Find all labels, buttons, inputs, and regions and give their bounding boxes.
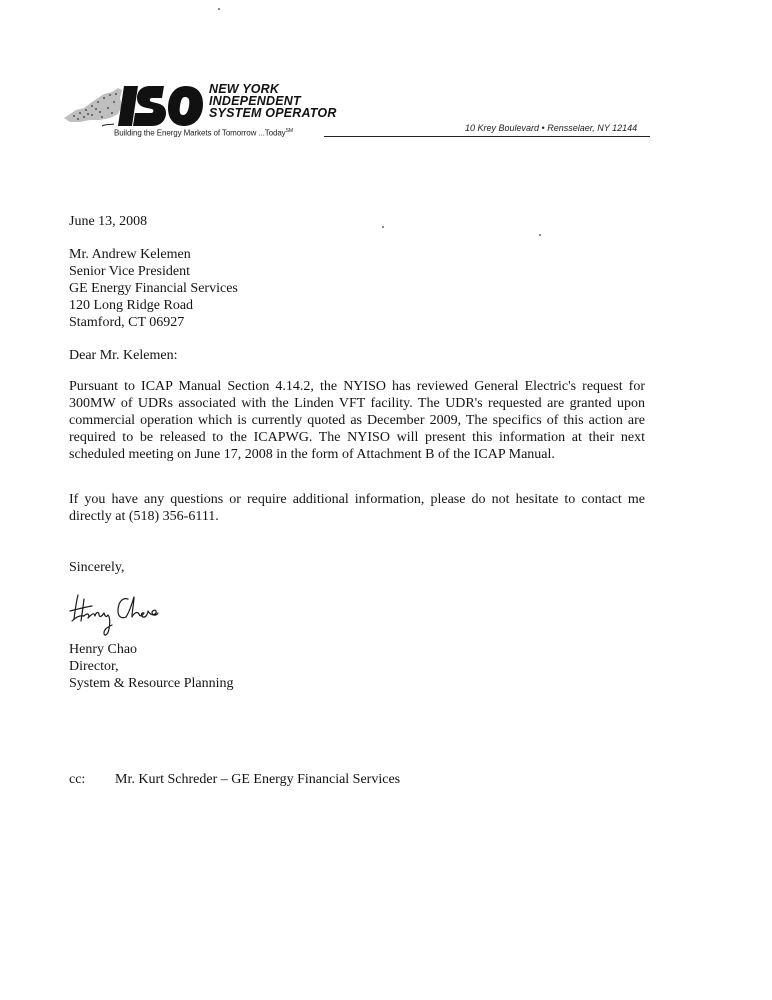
letter-date: June 13, 2008 — [69, 214, 148, 229]
recipient-street: 120 Long Ridge Road — [69, 298, 194, 313]
org-name — [209, 83, 337, 119]
recipient-name: Mr. Andrew Kelemen — [69, 247, 191, 262]
body-paragraph-1: Pursuant to ICAP Manual Section 4.14.2, the NYISO has reviewed General Electric's request for 300MW of UDRs associated with the Linden VFT facility. The UDR's requested are granted upon commercial operation which is currently quoted as December 2009, The specifics of this action are required to be released to the ICAPWG. The NYISO will present this information at their next scheduled meeting on June 17, 2008 in the form of Attachment B of the ICAP Manual. — [69, 379, 645, 462]
tagline-text: Building the Energy Markets of Tomorrow ...Today — [114, 128, 286, 138]
letterhead — [62, 80, 652, 140]
scan-speck — [382, 226, 384, 228]
recipient-company: GE Energy Financial Services — [69, 281, 238, 296]
body-paragraph-2: If you have any questions or require additional information, please do not hesitate to contact me directly at (518) 356-6111. — [69, 492, 645, 524]
cc-recipient: Mr. Kurt Schreder – GE Energy Financial Services — [115, 772, 401, 787]
org-name-line2: INDEPENDENT — [209, 94, 301, 108]
org-name-line3: SYSTEM OPERATOR — [209, 106, 337, 120]
signer-department: System & Resource Planning — [69, 676, 234, 691]
letterhead-rule — [324, 136, 650, 137]
scan-speck — [539, 234, 541, 236]
recipient-city: Stamford, CT 06927 — [69, 315, 185, 330]
cc-label: cc: — [69, 772, 86, 787]
cc-line — [69, 771, 400, 788]
salutation: Dear Mr. Kelemen: — [69, 348, 178, 363]
recipient-title: Senior Vice President — [69, 264, 190, 279]
signer-name: Henry Chao — [69, 642, 138, 657]
scan-speck — [218, 8, 220, 10]
signer-block — [69, 641, 234, 692]
letterhead-address: 10 Krey Boulevard • Rensselaer, NY 12144 — [465, 123, 638, 133]
handwritten-signature — [66, 585, 196, 641]
nyiso-logo — [62, 80, 212, 128]
service-mark: SM — [285, 128, 293, 134]
signer-title: Director, — [69, 659, 119, 674]
tagline — [114, 128, 293, 138]
org-name-line1: NEW YORK — [209, 82, 280, 96]
closing: Sincerely, — [69, 560, 125, 575]
recipient-address — [69, 246, 238, 331]
